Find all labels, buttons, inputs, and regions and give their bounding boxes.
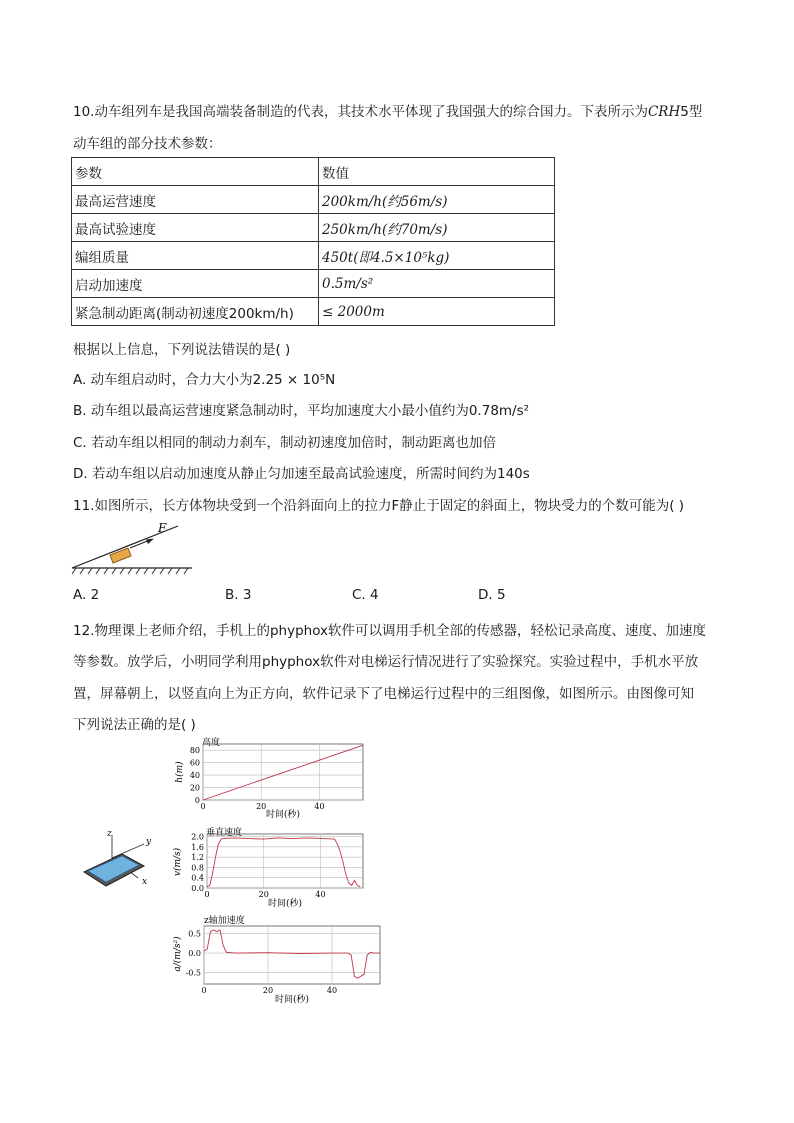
y-axis-label: h(m) (175, 761, 185, 783)
table-cell: 最高试验速度 (72, 214, 319, 242)
plot-frame (207, 834, 363, 888)
series-line (204, 930, 380, 978)
y-tick-label: 0.0 (191, 884, 204, 893)
table-row (72, 186, 555, 214)
force-arrowhead (146, 539, 154, 545)
q11-option-d: D. 5 (478, 587, 506, 603)
table-row (72, 242, 555, 270)
q12-stem-line1: 12.物理课上老师介绍，手机上的phyphox软件可以调用手机全部的传感器，轻松记录高度、速度、加速度 (73, 623, 707, 639)
y-tick-label: 40 (189, 771, 200, 781)
plot-frame (204, 926, 380, 984)
x-tick-label: 0 (201, 986, 207, 995)
acceleration-chart (170, 912, 390, 1006)
x-tick-label: 40 (326, 986, 338, 995)
table-cell: 450t(即4.5×10⁵kg) (319, 242, 555, 270)
x-tick-label: 20 (256, 802, 267, 811)
y-axis-label: y (146, 837, 152, 847)
q10-option-a: A. 动车组启动时，合力大小为2.25 × 10⁵N (73, 372, 336, 388)
x-tick-label: 20 (258, 890, 269, 899)
y-tick-label: 1.6 (191, 842, 204, 852)
y-tick-label: 0 (194, 796, 200, 805)
q10-stem-line1 (73, 100, 702, 120)
y-tick-label: 80 (189, 746, 200, 756)
y-tick-label: 1.2 (191, 853, 204, 863)
x-tick-label: 0 (204, 890, 210, 899)
table-cell: ≤ 2000m (319, 298, 555, 326)
x-axis-label: 时间(秒) (274, 995, 310, 1005)
phone-figure (78, 830, 158, 890)
q10-option-b: B. 动车组以最高运营速度紧急制动时，平均加速度大小最小值约为0.78m/s² (73, 403, 530, 419)
table-header-row (72, 158, 555, 186)
table-cell: 250km/h(约70m/s) (319, 214, 555, 242)
table-row (72, 214, 555, 242)
q12-stem-line4: 下列说法正确的是( ) (73, 717, 196, 733)
q12-stem-line3: 置，屏幕朝上，以竖直向上为正方向，软件记录下了电梯运行过程中的三组图像，如图所示。由图像可知 (73, 686, 694, 702)
q12-stem-line2: 等参数。放学后，小明同学利用phyphox软件对电梯运行情况进行了实验探究。实验过程中，手机水平放 (73, 654, 699, 670)
force-label: F (158, 521, 167, 535)
x-tick-label: 0 (200, 802, 206, 811)
y-tick-label: 0.0 (188, 949, 201, 959)
table-cell: 200km/h(约56m/s) (319, 186, 555, 214)
y-axis-label: v(m/s) (173, 847, 183, 877)
q11-stem: 11.如图所示，长方体物块受到一个沿斜面向上的拉力F静止于固定的斜面上，物块受力的个数可能为( ) (73, 498, 685, 514)
q11-option-c: C. 4 (352, 587, 379, 603)
parameters-table (71, 157, 555, 326)
y-tick-label: 20 (189, 783, 200, 793)
y-axis-label: a/(m/s²) (173, 936, 183, 972)
y-tick-label: 60 (189, 758, 200, 768)
y-tick-label: 0.8 (191, 863, 204, 873)
height-chart (170, 734, 370, 822)
y-tick-label: 0.4 (191, 873, 204, 883)
table-cell: 最高运营速度 (72, 186, 319, 214)
q10-prompt: 根据以上信息，下列说法错误的是( ) (73, 342, 291, 358)
chart-title: 高度 (202, 738, 221, 748)
y-tick-label: 2.0 (191, 832, 204, 842)
y-axis (112, 844, 144, 858)
crh-label: CRH (647, 104, 681, 120)
table-header-param: 参数 (72, 158, 319, 186)
table-row (72, 298, 555, 326)
q10-stem-line2: 动车组的部分技术参数： (73, 136, 222, 152)
chart-title: 垂直速度 (206, 828, 243, 838)
incline-figure (70, 518, 196, 578)
q10-option-c: C. 若动车组以相同的制动力刹车，制动初速度加倍时，制动距离也加倍 (73, 435, 497, 451)
table-cell: 启动加速度 (72, 270, 319, 298)
x-tick-label: 20 (262, 986, 274, 995)
chart-title: z轴加速度 (204, 916, 245, 926)
q11-option-a: A. 2 (73, 587, 100, 603)
ground-hatch (72, 568, 188, 574)
x-tick-label: 40 (315, 890, 326, 899)
block (110, 548, 131, 563)
q10-stem-text: 10.动车组列车是我国高端装备制造的代表，其技术水平体现了我国强大的综合国力。下表所示为 (73, 104, 648, 120)
q10-stem-end: 5型 (680, 104, 703, 120)
y-tick-label: -0.5 (185, 968, 201, 978)
z-axis-label: z (107, 830, 112, 839)
x-axis-label: 时间(秒) (267, 899, 303, 909)
table-cell: 0.5m/s² (319, 270, 555, 298)
table-header-value: 数值 (319, 158, 555, 186)
table-row (72, 270, 555, 298)
table-cell: 紧急制动距离(制动初速度200km/h) (72, 298, 319, 326)
y-tick-label: 0.5 (188, 929, 201, 939)
table-cell: 编组质量 (72, 242, 319, 270)
series-line (207, 838, 360, 887)
q10-option-d: D. 若动车组以启动加速度从静止匀加速至最高试验速度，所需时间约为140s (73, 466, 530, 482)
q11-option-b: B. 3 (225, 587, 252, 603)
x-axis-label: 时间(秒) (265, 810, 301, 820)
x-axis-label: x (142, 877, 148, 887)
series-line (203, 745, 363, 800)
x-tick-label: 40 (314, 802, 325, 811)
velocity-chart (170, 824, 370, 912)
